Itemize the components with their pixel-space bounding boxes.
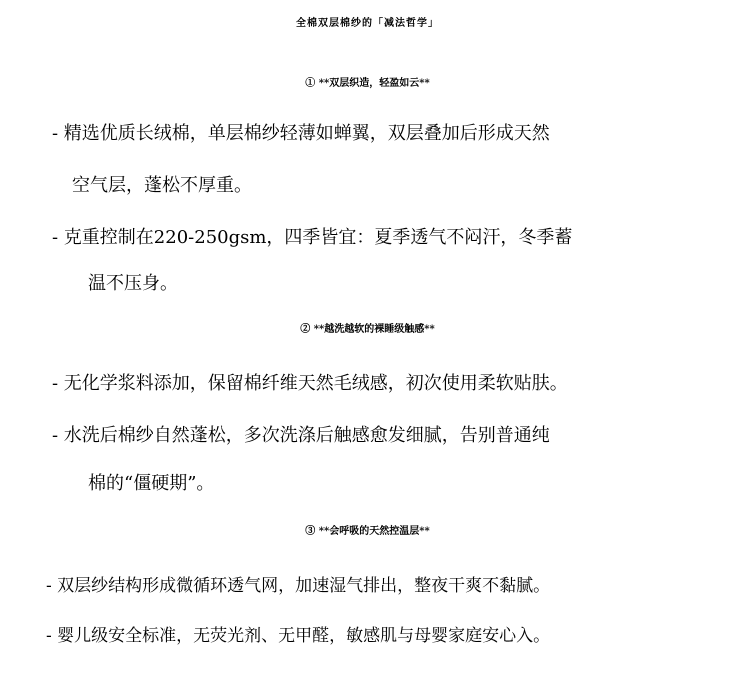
section-2-line-1: - 无化学浆料添加，保留棉纤维天然毛绒感，初次使用柔软贴肤。 bbox=[52, 373, 568, 394]
section-3-heading: ③ **会呼吸的天然控温层** bbox=[305, 526, 430, 537]
section-1-heading: ① **双层织造，轻盈如云** bbox=[305, 78, 430, 89]
section-1-line-2: 空气层，蓬松不厚重。 bbox=[72, 175, 252, 196]
section-3-line-2: - 婴儿级安全标准，无荧光剂、无甲醛，敏感肌与母婴家庭安心入。 bbox=[46, 626, 551, 646]
section-1-line-4: 温不压身。 bbox=[88, 273, 178, 294]
section-2-line-3: 棉的“僵硬期”。 bbox=[88, 473, 215, 494]
page-title: 全棉双层棉纱的「减法哲学」 bbox=[296, 18, 439, 29]
section-1-line-3: - 克重控制在220-250gsm，四季皆宜：夏季透气不闷汗，冬季蓄 bbox=[52, 227, 573, 248]
section-1-line-1: - 精选优质长绒棉，单层棉纱轻薄如蝉翼，双层叠加后形成天然 bbox=[52, 123, 550, 144]
section-3-line-1: - 双层纱结构形成微循环透气网，加速湿气排出，整夜干爽不黏腻。 bbox=[46, 576, 551, 596]
section-2-line-2: - 水洗后棉纱自然蓬松，多次洗涤后触感愈发细腻，告别普通纯 bbox=[52, 425, 550, 446]
section-2-heading: ② **越洗越软的裸睡级触感** bbox=[300, 324, 435, 335]
